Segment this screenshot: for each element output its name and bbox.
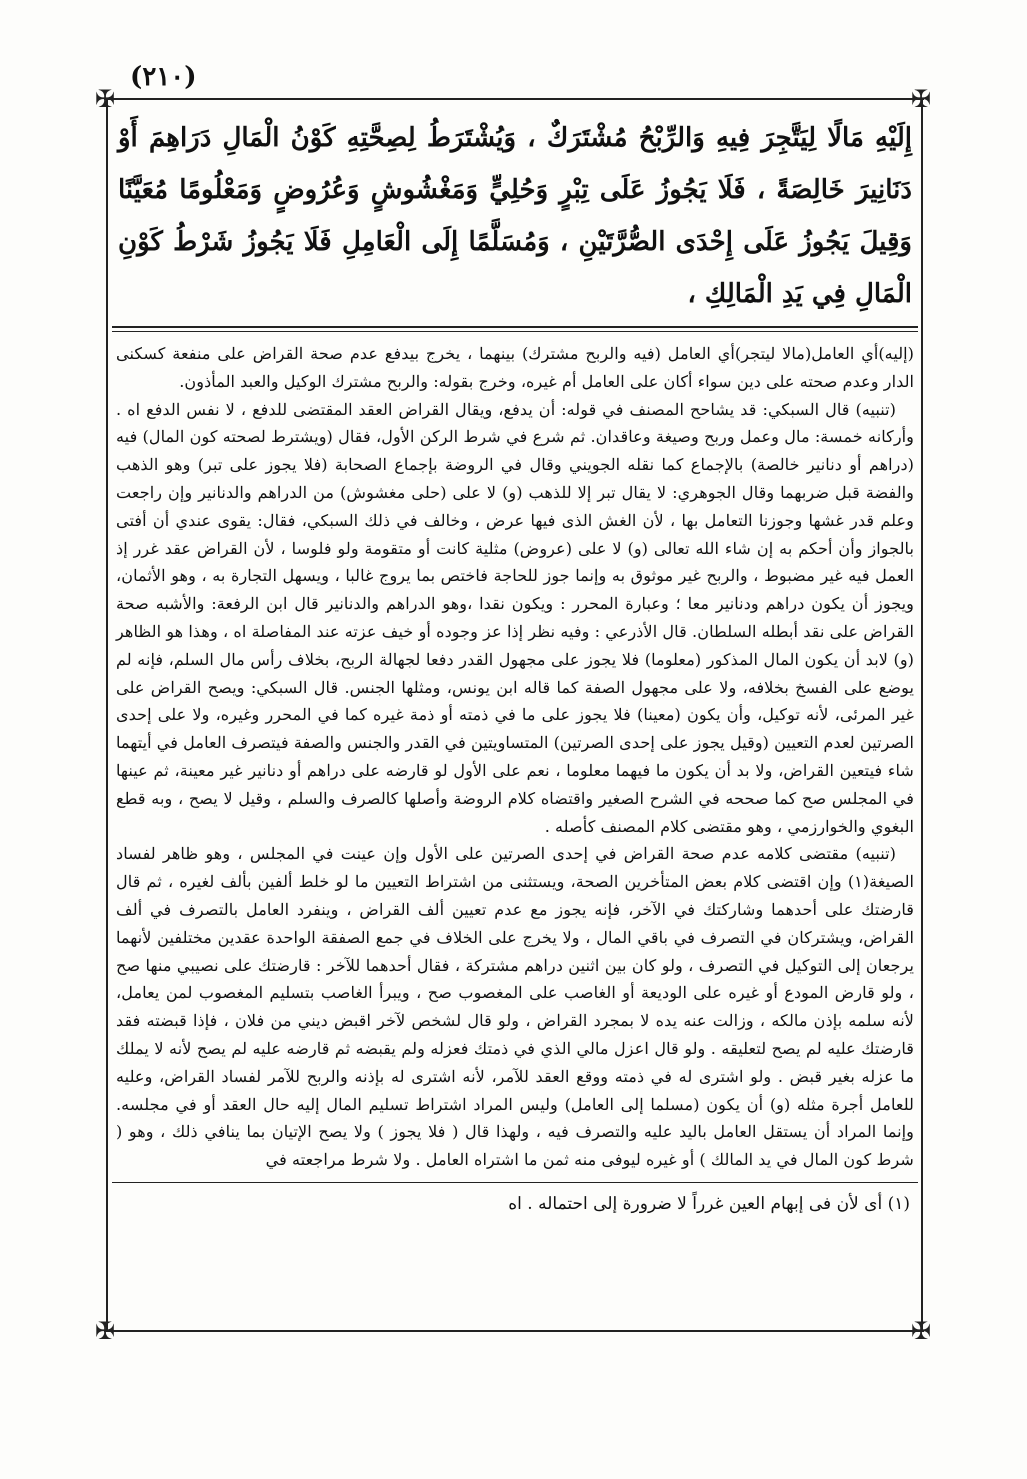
matn-text: إِلَيْهِ مَالًا لِيَتَّجِرَ فِيهِ وَالرِّبْحُ مُشْتَرَكٌ ، وَيُشْتَرَطُ لِصِحَّتِهِ كَوْنُ الْمَالِ دَرَاهِمَ أَوْ دَنَانِيرَ خَالِصَةً ، فَلَا يَجُوزُ عَلَى تِبْرٍ وَحُلِيٍّ وَمَغْشُوشٍ وَعُرُوضٍ وَمَعْلُومًا مُعَيَّنًا وَقِيلَ يَجُوزُ عَلَى إِحْدَى الصُّرَّتَيْنِ ، وَمُسَلَّمًا إِلَى الْعَامِلِ فَلَا يَجُوزُ شَرْطُ كَوْنِ الْمَالِ فِي يَدِ الْمَالِكِ ، <box>118 123 912 309</box>
corner-ornament-icon: ✠ <box>910 1317 932 1345</box>
footnote-separator <box>112 1182 918 1183</box>
commentary-paragraph: (تنبيه) قال السبكي: قد يشاحح المصنف في قوله: أن يدفع، ويقال القراض العقد المقتضى للدفع ، لا نفس الدفع اه . وأركانه خمسة: مال وعمل وربح وصيغة وعاقدان. ثم شرع في شرط الركن الأول، فقال (ويشترط لصحته كون المال) فيه (دراهم أو دنانير خالصة) بالإجماع كما نقله الجويني وقال في الروضة بإجماع الصحابة (فلا يجوز على تبر) وهو الذهب والفضة قبل ضربهما وقال الجوهري: لا يقال تبر إلا للذهب (و) لا على (حلى مغشوش) من الدراهم والدنانير وإن راجعت وعلم قدر غشها وجوزنا التعامل بها ، لأن الغش الذى فيها عرض ، وخالف في ذلك السبكي، فقال: يقوى عندي أن أفتى بالجواز وأن أحكم به إن شاء الله تعالى (و) لا على (عروض) مثلية كانت أو متقومة ولو فلوسا ، لأن القراض عقد غرر إذ العمل فيه غير مضبوط ، والربح غير موثوق به وإنما جوز للحاجة فاختص بما يروج غالبا ، ويسهل التجارة به ، وهو الأثمان، ويجوز أن يكون دراهم ودنانير معا ؛ وعبارة المحرر : ويكون نقدا ،وهو الدراهم والدنانير قال ابن الرفعة: والأشبه صحة القراض على نقد أبطله السلطان. قال الأذرعي : وفيه نظر إذا عز وجوده أو خيف عزته عند المفاصلة اه ، وهذا هو الظاهر (و) لابد أن يكون المال المذكور (معلوما) فلا يجوز على مجهول القدر دفعا لجهالة الربح، بخلاف رأس مال السلم، فإنه لم يوضع على الفسخ بخلافه، ولا على مجهول الصفة كما قاله ابن يونس، ومثلها الجنس. قال السبكي: ويصح القراض على غير المرئى، لأنه توكيل، وأن يكون (معينا) فلا يجوز على ما في ذمته أو ذمة غيره كما في المحرر وغيره، ولا على إحدى الصرتين لعدم التعيين (وقيل يجوز على إحدى الصرتين) المتساويتين في القدر والجنس والصفة فيتصرف العامل في أيتهما شاء فيتعين القراض، ولا بد أن يكون ما فيهما معلوما ، نعم على الأول لو قارضه على دراهم أو دنانير غير معينة، ثم عينها في المجلس صح كما صححه في الشرح الصغير واقتضاه كلام الروضة وأصلها كالصرف والسلم ، وقيل لا يصح ، وبه قطع البغوي والخوارزمي ، وهو مقتضى كلام المصنف كأصله . <box>116 399 915 836</box>
matn-separator <box>112 326 918 332</box>
page-number: (٢١٠) <box>130 62 197 92</box>
corner-ornament-icon: ✠ <box>910 85 932 113</box>
commentary-paragraph: (تنبيه) مقتضى كلامه عدم صحة القراض في إحدى الصرتين على الأول وإن عينت في المجلس ، وهو ظاهر لفساد الصيغة(١) وإن اقتضى كلام بعض المتأخرين الصحة، ويستثنى من اشتراط التعيين ما لو خلط ألفين بألف لغيره ، ثم قال قارضتك على أحدهما وشاركتك في الآخر، فإنه يجوز مع عدم تعيين ألف القراض ، وينفرد العامل بالتصرف في ألف القراض، ويشتركان في التصرف في باقي المال ، ولا يخرج على الخلاف في جمع الصفقة الواحدة عقدين مختلفين لأنهما يرجعان إلى التوكيل في التصرف ، ولو كان بين اثنين دراهم مشتركة ، فقال أحدهما للآخر : قارضتك على نصيبي منها صح ، ولو قارض المودع أو غيره على الوديعة أو الغاصب على المغصوب صح ، ويبرأ الغاصب بتسليم المغصوب لمن يعامل، لأنه سلمه بإذن مالكه ، وزالت عنه يده لا بمجرد القراض ، ولو قال لشخص لآخر اقبض ديني من فلان ، فإذا قبضته فقد قارضتك عليه لم يصح لتعليقه . ولو قال اعزل مالي الذي في ذمتك فعزله ولم يقبضه ثم قارضه عليه لم يصح لأنه لا يملك ما عزله بغير قبض . ولو اشترى له في ذمته ووقع العقد للآمر، لأنه اشترى له بإذنه والربح للآمر لفساد القراض، وعليه للعامل أجرة مثله (و) أن يكون (مسلما إلى العامل) وليس المراد اشتراط تسليم المال إليه حال العقد أو في مجلسه. وإنما المراد أن يستقل العامل باليد عليه والتصرف فيه ، ولهذا قال ( فلا يجوز ) ولا يصح الإتيان بما ينافي ذلك ، وهو ( شرط كون المال في يد المالك ) أو غيره ليوفى منه ثمن ما اشتراه العامل . ولا شرط مراجعته في <box>116 844 914 1170</box>
frame-left-rule <box>106 98 108 1330</box>
corner-ornament-icon: ✠ <box>94 1317 116 1345</box>
commentary-paragraph: (إليه)أي العامل(مالا ليتجر)أي العامل (فيه والربح مشترك) بينهما ، يخرج بيدفع عدم صحة القراض على منفعة كسكنى الدار وعدم صحته على دين سواء أكان على العامل أم غيره، وخرج بقوله: والربح مشترك الوكيل والعبد المأذون. <box>116 344 914 391</box>
footnote: (١) أى لأن فى إبهام العين غرراً لا ضرورة إلى احتماله . اه <box>508 1193 910 1214</box>
frame-right-rule <box>921 98 923 1330</box>
commentary <box>112 340 918 1174</box>
page-content <box>112 108 918 1219</box>
frame-bottom-rule <box>104 1330 924 1332</box>
frame-top-rule <box>104 98 924 100</box>
corner-ornament-icon: ✠ <box>94 85 116 113</box>
